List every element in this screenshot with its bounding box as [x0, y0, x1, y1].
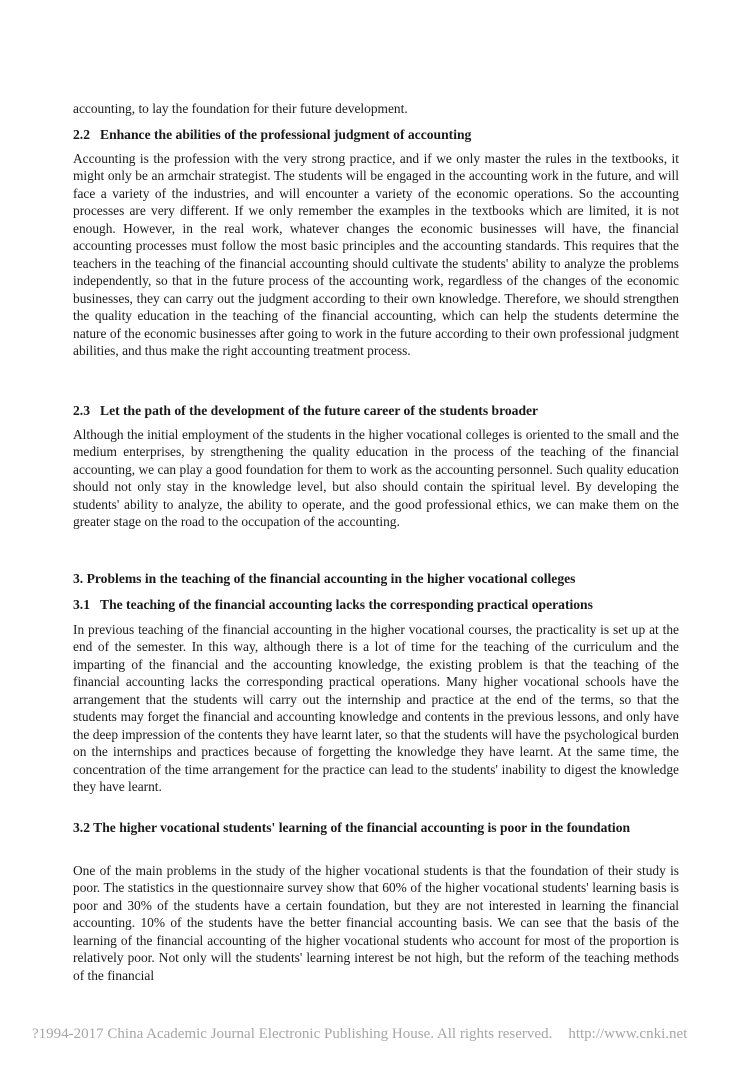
- paragraph-2-3: Although the initial employment of the students in the higher vocational colleges is oriented to the small and the medium enterprises, by strengthening the quality education in the process of the teaching of the financial accounting, we can play a good foundation for them to work as the accounting personnel. Such quality education should not only stay in the knowledge level, but also should contain the spiritual level. By developing the students' ability to analyze, the ability to operate, and the good professional ethics, we can make them on the greater stage on the road to the occupation of the accounting.: [73, 427, 679, 530]
- paragraph-2-2: Accounting is the profession with the very strong practice, and if we only master the rules in the textbooks, it might only be an armchair strategist. The students will be engaged in the accounting work in the future, and will face a variety of the industries, and will encounter a variety of the economic operations. So the accounting processes are very different. If we only remember the examples in the textbooks which are limited, it is not enough. However, in the real work, whatever changes the economic businesses will have, the financial accounting processes must follow the most basic principles and the accounting standards. This requires that the teachers in the teaching of the financial accounting should cultivate the students' ability to analyze the problems independently, so that in the future process of the accounting work, regardless of the changes of the economic businesses, they can carry out the judgment according to their own knowledge. Therefore, we should strengthen the quality education in the teaching of the financial accounting, which can help the students determine the nature of the economic businesses after going to work in the future according to their own professional judgment abilities, and thus make the right accounting treatment process.: [73, 151, 679, 358]
- heading-3-1: [73, 596, 679, 613]
- heading-number: 3.2: [73, 820, 90, 835]
- heading-title: Let the path of the development of the future career of the students broader: [100, 403, 539, 418]
- heading-3-2: [73, 819, 679, 836]
- heading-title: The higher vocational students' learning of the financial accounting is poor in the foundation: [93, 820, 631, 835]
- heading-title: The teaching of the financial accounting lacks the corresponding practical operations: [100, 597, 593, 612]
- paragraph-3-1: In previous teaching of the financial accounting in the higher vocational courses, the practicality is set up at the end of the semester. In this way, although there is a lot of time for the teaching of the curriculum and the imparting of the financial and the accounting knowledge, the existing problem is that the teaching of the financial accounting lacks the corresponding practical operations. Many higher vocational schools have the arrangement that the students will carry out the internship and practice at the end of the terms, so that the students may forget the financial and accounting knowledge and contents in the previous lessons, and only have the deep impression of the contents they have learnt later, so that the students will have the psychological burden on the internships and practices because of forgetting the knowledge they have learnt. At the same time, the concentration of the time arrangement for the practice can lead to the students' inability to digest the knowledge they have learnt.: [73, 622, 679, 795]
- copyright-footer: [32, 1026, 687, 1043]
- heading-title: Enhance the abilities of the professional judgment of accounting: [100, 127, 472, 142]
- heading-number: 2.3: [73, 403, 90, 418]
- heading-2-2: [73, 126, 679, 143]
- footer-url[interactable]: http://www.cnki.net: [568, 1026, 688, 1042]
- heading-2-3: [73, 402, 679, 419]
- heading-number: 3.1: [73, 597, 90, 612]
- paragraph-3-2: One of the main problems in the study of the higher vocational students is that the foundation of their study is poor. The statistics in the questionnaire survey show that 60% of the higher vocational students' learning basis is poor and 30% of the students have a certain foundation, but they are not interested in learning the financial accounting. 10% of the students have the better financial accounting basis. We can see that the basis of the learning of the financial accounting of the higher vocational students who account for most of the proportion is relatively poor. Not only will the students' learning interest be not high, but the reform of the teaching methods of the financial: [73, 863, 679, 983]
- heading-number: 2.2: [73, 127, 90, 142]
- copyright-text: ?1994-2017 China Academic Journal Electronic Publishing House. All rights reserved.: [32, 1026, 553, 1042]
- continuation-paragraph: accounting, to lay the foundation for their future development.: [73, 101, 408, 116]
- heading-section-3: 3. Problems in the teaching of the financial accounting in the higher vocational colleges: [73, 571, 576, 586]
